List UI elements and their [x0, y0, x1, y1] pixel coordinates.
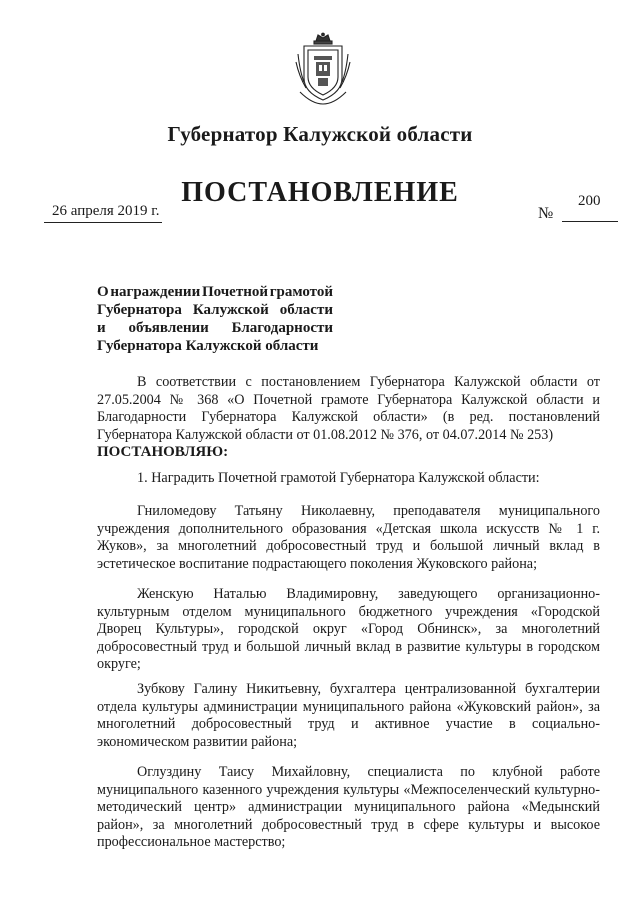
number-sign: №: [538, 205, 554, 222]
preamble-block: [97, 374, 600, 462]
preamble-paragraph: В соответствии с постановлением Губернатора Калужской области от 27.05.2004 № 368 «О Почетной грамоте Губернатора Калужской области и Благодарности Губернатора Калужской области» (в ред. постановлений Губернатора Калужской области от 01.08.2012 № 376, от 04.07.2014 № 253): [97, 374, 600, 443]
document-type-heading: ПОСТАНОВЛЕНИЕ: [181, 177, 459, 208]
coat-of-arms-icon: [294, 32, 352, 106]
awardee-entry-3: [97, 681, 600, 751]
issuer-title: Губернатор Калужской области: [167, 122, 473, 146]
awardee-entry-1: [97, 503, 600, 573]
document-date: 26 апреля 2019 г.: [52, 203, 160, 219]
document-subject: [97, 283, 333, 355]
award-item-1: [97, 470, 600, 488]
number-underline: [562, 221, 618, 222]
subject-line: и объявлении Благодарности: [97, 320, 333, 336]
decree-heading: ПОСТАНОВЛЯЮ:: [97, 444, 229, 460]
awardee-entry-4: [97, 764, 600, 852]
document-number: 200: [578, 193, 601, 209]
award-item-heading: 1. Наградить Почетной грамотой Губернатора Калужской области:: [137, 470, 540, 486]
date-underline: [44, 222, 162, 223]
awardee-paragraph: Женскую Наталью Владимировну, заведующего организационно-культурным отделом муниципального бюджетного учреждения «Городской Дворец Культуры», городской округ «Город Обнинск», за многолетний добросовестный труд и большой личный вклад в развитие культуры в городском округе;: [97, 586, 600, 672]
awardee-entry-2: [97, 586, 600, 674]
subject-line: О награждении Почетной грамотой: [97, 284, 333, 300]
subject-line: Губернатора Калужской области: [97, 338, 319, 354]
subject-line: Губернатора Калужской области: [97, 302, 333, 318]
awardee-paragraph: Оглуздину Таису Михайловну, специалиста по клубной работе муниципального казенного учреждения культуры «Межпоселенческий культурно-методический центр» администрации муниципального района «Медынский район», за многолетний добросовестный труд в сфере культуры и высокое профессиональное мастерство;: [97, 764, 600, 850]
awardee-paragraph: Гниломедову Татьяну Николаевну, преподавателя муниципального учреждения дополнительного образования «Детская школа искусств № 1 г. Жуков», за многолетний добросовестный труд и большой личный вклад в эстетическое воспитание подрастающего поколения Жуковского района;: [97, 503, 600, 572]
awardee-paragraph: Зубкову Галину Никитьевну, бухгалтера централизованной бухгалтерии отдела культуры администрации муниципального района «Жуковский район», за многолетний добросовестный труд и активное участие в социально-экономическом развитии района;: [97, 681, 600, 750]
